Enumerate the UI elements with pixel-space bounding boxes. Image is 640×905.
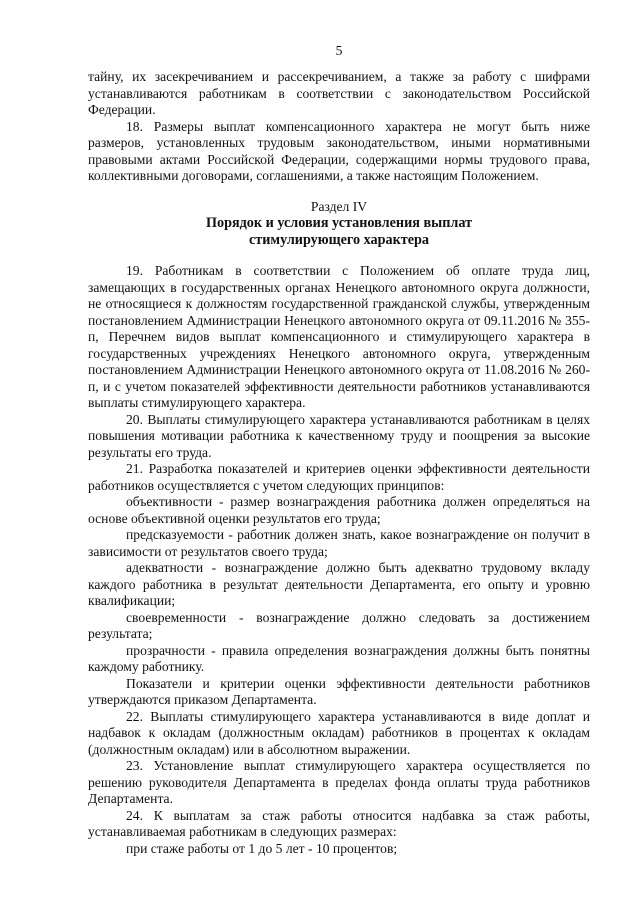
principle-objectivity: объективности - размер вознаграждения работника должен определяться на основе объективной оценки результатов его труда; <box>88 494 590 526</box>
paragraph-18: 18. Размеры выплат компенсационного характера не могут быть ниже размеров, установленных трудовым законодательством, иными нормативными правовыми актами Российской Федерации, содержащими нормы трудового права, коллективными договорами, соглашениями, а также настоящим Положением. <box>88 118 590 183</box>
principle-predictability: предсказуемости - работник должен знать, какое вознаграждение он получит в зависимости от результатов своего труда; <box>88 527 590 559</box>
document-body <box>88 69 590 857</box>
section-title-line-2: стимулирующего характера <box>248 231 430 248</box>
section-heading <box>88 199 590 249</box>
principle-transparency: прозрачности - правила определения вознаграждения должны быть понятны каждому работнику. <box>88 642 590 674</box>
paragraph-20: 20. Выплаты стимулирующего характера устанавливаются работникам в целях повышения мотивации работника к качественному труду и поощрения за высокие результаты его труда. <box>88 411 590 460</box>
section-title-line-1: Порядок и условия установления выплат <box>205 215 473 231</box>
section-label: Раздел IV <box>310 198 368 214</box>
seniority-item-1: при стаже работы от 1 до 5 лет - 10 процентов; <box>126 840 398 856</box>
page-number: 5 <box>335 43 343 58</box>
paragraph-continuation: тайну, их засекречиванием и рассекречиванием, а также за работу с шифрами устанавливаются работникам в соответствии с законодательством Российской Федерации. <box>88 69 590 117</box>
paragraph-24: 24. К выплатам за стаж работы относится надбавка за стаж работы, устанавливаемая работникам в следующих размерах: <box>88 807 590 839</box>
paragraph-23: 23. Установление выплат стимулирующего характера осуществляется по решению руководителя Департамента в пределах фонда оплаты труда работников Департамента. <box>88 758 590 806</box>
paragraph-criteria: Показатели и критерии оценки эффективности деятельности работников утверждаются приказом Департамента. <box>88 675 590 707</box>
paragraph-19: 19. Работникам в соответствии с Положением об оплате труда лиц, замещающих в государственных органах Ненецкого автономного округа должности, не относящиеся к должностям государственной гражданской службы, утвержденным постановлением Администрации Ненецкого автономного округа от 09.11.2016 № 355-п, Перечнем видов выплат компенсационного и стимулирующего характера в государственных учреждениях Ненецкого автономного округа, утвержденным постановлением Администрации Ненецкого автономного округа от 11.08.2016 № 260-п, и с учетом показателей эффективности деятельности работников устанавливаются выплаты стимулирующего характера. <box>88 263 590 410</box>
principle-timeliness: своевременности - вознаграждение должно следовать за достижением результата; <box>88 609 590 641</box>
principle-adequacy: адекватности - вознаграждение должно быть адекватно трудовому вкладу каждого работника в результат деятельности Департамента, его опыту и уровню квалификации; <box>88 560 590 608</box>
paragraph-22: 22. Выплаты стимулирующего характера устанавливаются в виде доплат и надбавок к окладам (должностным окладам) работников в процентах к окладам (должностным окладам) или в абсолютном выражении. <box>88 708 590 757</box>
paragraph-21: 21. Разработка показателей и критериев оценки эффективности деятельности работников осуществляется с учетом следующих принципов: <box>88 461 590 493</box>
